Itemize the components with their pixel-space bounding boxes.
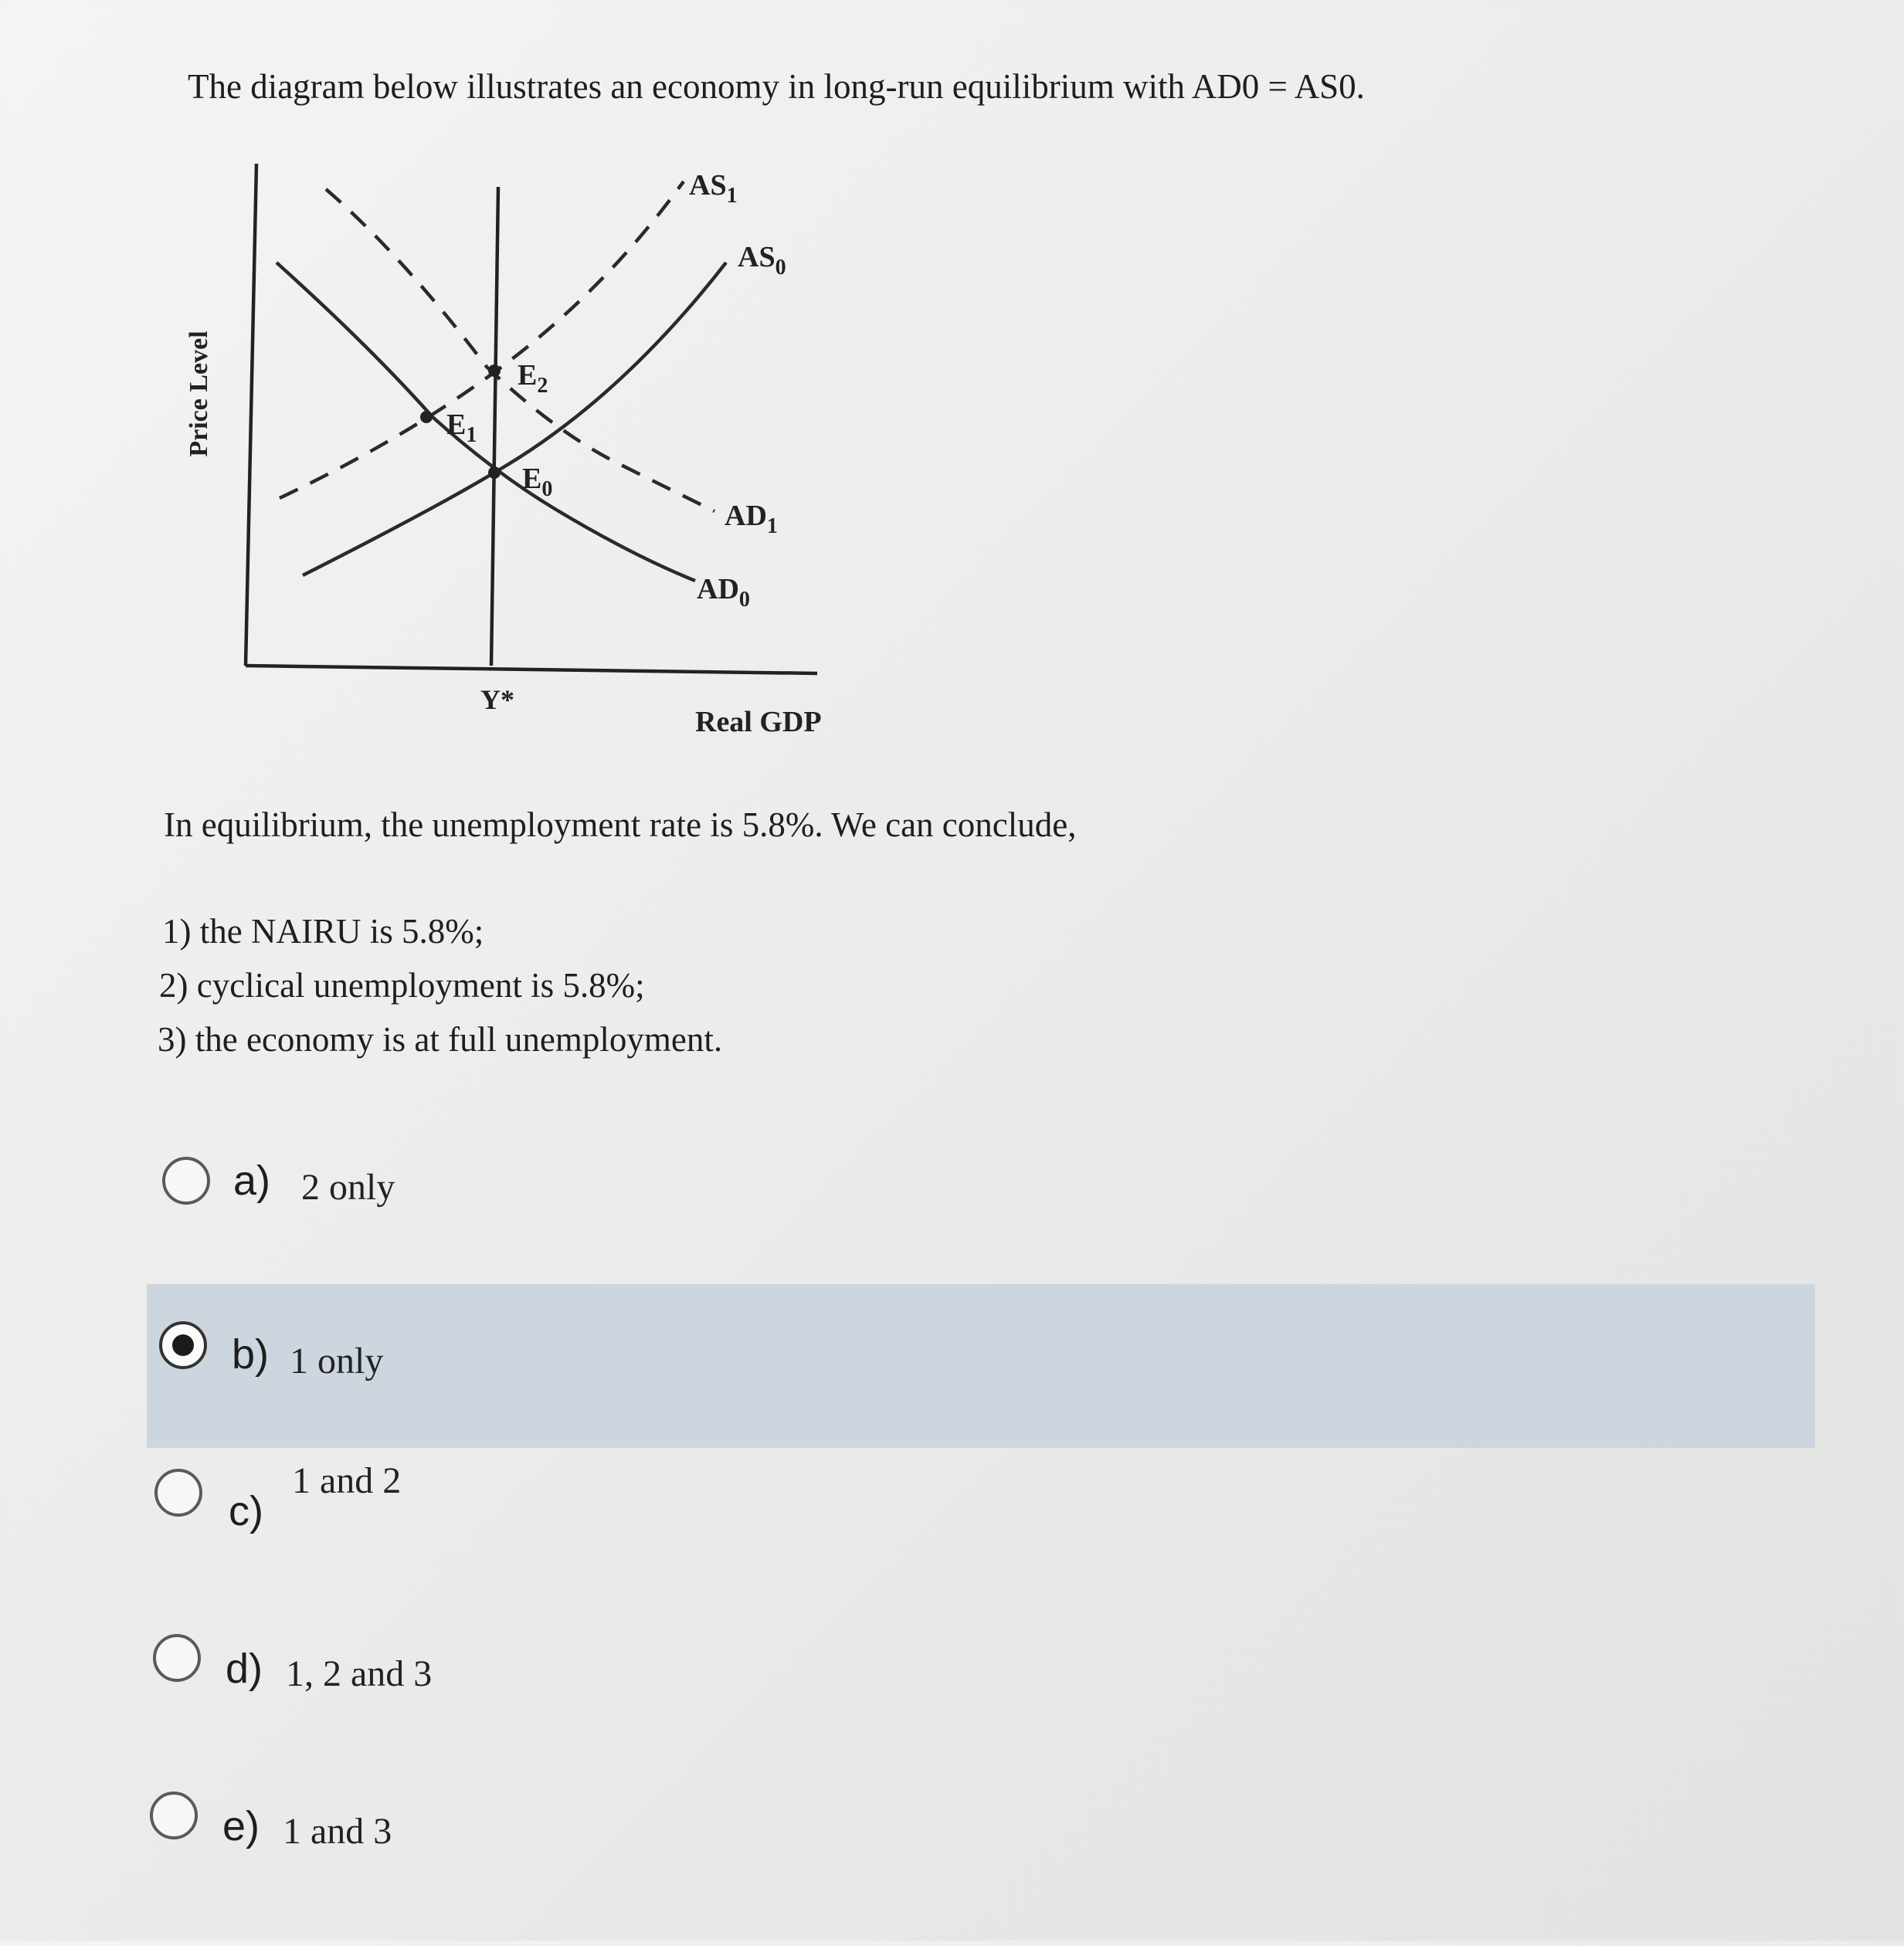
x-axis: [246, 666, 817, 673]
radio-c[interactable]: [154, 1469, 202, 1517]
x-axis-label: Real GDP: [695, 706, 822, 738]
option-c[interactable]: [147, 1460, 1815, 1614]
option-a-text: 2 only: [301, 1167, 395, 1208]
radio-d[interactable]: [153, 1634, 201, 1682]
potential-output-label: Y*: [480, 684, 514, 715]
svg-text:AS0: [738, 241, 786, 280]
svg-text:AS1: [689, 169, 738, 208]
e2-point: [488, 364, 501, 377]
e0-point: [488, 466, 501, 479]
svg-text:AD0: [697, 573, 750, 612]
svg-text:E0: [522, 463, 552, 501]
option-d-text: 1, 2 and 3: [286, 1653, 433, 1694]
svg-text:AD1: [725, 500, 778, 538]
as1-curve: [280, 181, 684, 498]
option-a-letter: a): [233, 1158, 271, 1204]
option-e[interactable]: [147, 1792, 1815, 1946]
potential-output-line: [491, 187, 498, 666]
as0-curve: [303, 263, 726, 575]
question-stem: In equilibrium, the unemployment rate is 5.8%. We can conclude,: [164, 805, 1077, 844]
option-e-text: 1 and 3: [283, 1811, 392, 1852]
ad0-label: AD: [697, 573, 739, 605]
statement-3: 3) the economy is at full unemployment.: [158, 1020, 723, 1059]
radio-b[interactable]: [159, 1321, 207, 1369]
question-intro: The diagram below illustrates an economy in long-run equilibrium with AD0 = AS0.: [188, 67, 1365, 106]
ad1-label: AD: [725, 500, 767, 532]
option-c-letter: c): [229, 1488, 263, 1534]
ad1-curve: [326, 189, 714, 511]
radio-a[interactable]: [162, 1157, 210, 1205]
ad0-curve: [277, 263, 695, 581]
option-a[interactable]: [147, 1135, 1815, 1290]
option-e-letter: e): [222, 1803, 260, 1849]
e2-label: E: [518, 359, 538, 392]
as1-sub: 1: [726, 184, 738, 208]
option-c-text: 1 and 2: [292, 1460, 402, 1501]
e0-label: E: [522, 463, 542, 495]
y-axis-label: Price Level: [185, 331, 213, 457]
as0-label: AS: [738, 241, 776, 273]
ad0-sub: 0: [738, 588, 750, 612]
e1-point: [420, 411, 433, 423]
option-b[interactable]: [147, 1284, 1815, 1448]
ad1-sub: 1: [766, 514, 778, 538]
option-b-text: 1 only: [290, 1341, 384, 1382]
radio-e[interactable]: [150, 1792, 198, 1839]
y-axis: [246, 164, 256, 666]
option-b-letter: b): [232, 1331, 270, 1378]
radio-b-dot: [172, 1334, 194, 1356]
svg-text:E2: [518, 359, 548, 398]
as0-sub: 0: [775, 256, 786, 280]
ad-as-diagram: [0, 0, 1904, 772]
option-d-letter: d): [226, 1646, 263, 1692]
e1-label: E: [446, 409, 467, 441]
as1-label: AS: [689, 169, 727, 202]
statement-2: 2) cyclical unemployment is 5.8%;: [159, 966, 645, 1005]
e2-sub: 2: [537, 374, 548, 398]
statement-1: 1) the NAIRU is 5.8%;: [162, 912, 484, 951]
option-d[interactable]: [147, 1629, 1815, 1784]
e1-sub: 1: [466, 423, 477, 447]
e0-sub: 0: [541, 477, 553, 501]
